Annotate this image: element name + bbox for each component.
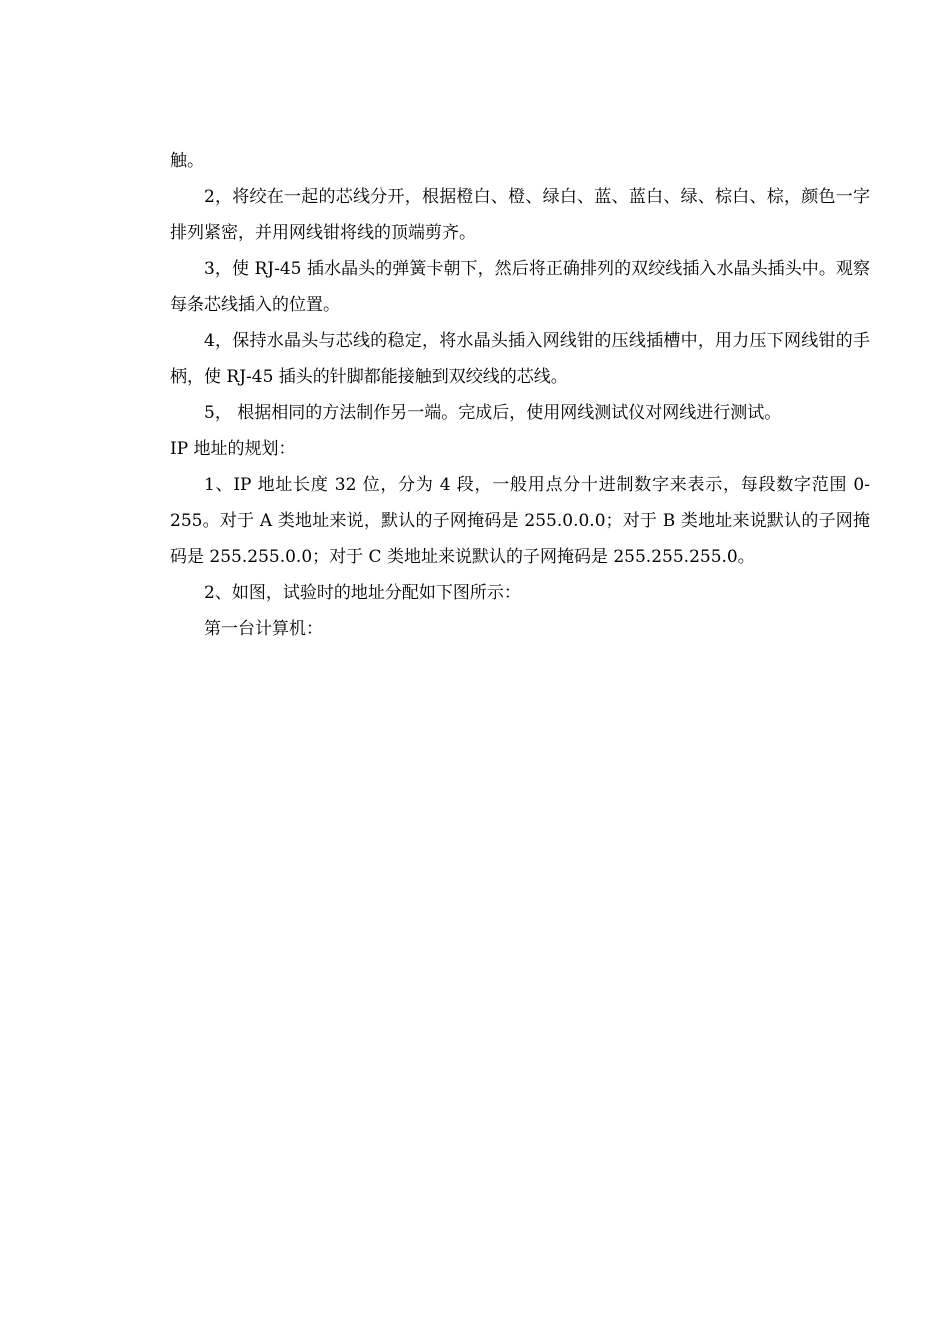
document-body bbox=[170, 143, 870, 647]
paragraph-step-4: 4，保持水晶头与芯线的稳定，将水晶头插入网线钳的压线插槽中，用力压下网线钳的手柄，使 RJ-45 插头的针脚都能接触到双绞线的芯线。 bbox=[170, 331, 870, 387]
paragraph-ip-1: 1、IP 地址长度 32 位，分为 4 段，一般用点分十进制数字来表示，每段数字范围 0-255。对于 A 类地址来说，默认的子网掩码是 255.0.0.0；对于 B 类地址来说默认的子网掩码是 255.255.0.0；对于 C 类地址来说默认的子网掩码是 255.255.255.0。 bbox=[170, 475, 870, 567]
section-heading-ip-planning: IP 地址的规划： bbox=[170, 439, 296, 459]
paragraph-ip-2: 2、如图，试验时的地址分配如下图所示： bbox=[204, 583, 521, 603]
paragraph-step-5: 5， 根据相同的方法制作另一端。完成后，使用网线测试仪对网线进行测试。 bbox=[204, 403, 782, 423]
paragraph-continuation: 触。 bbox=[170, 151, 204, 171]
paragraph-step-2: 2，将绞在一起的芯线分开，根据橙白、橙、绿白、蓝、蓝白、绿、棕白、棕，颜色一字排列紧密，并用网线钳将线的顶端剪齐。 bbox=[170, 187, 870, 243]
paragraph-first-computer: 第一台计算机： bbox=[204, 619, 323, 639]
paragraph-step-3: 3，使 RJ-45 插水晶头的弹簧卡朝下，然后将正确排列的双绞线插入水晶头插头中。观察每条芯线插入的位置。 bbox=[170, 259, 870, 315]
